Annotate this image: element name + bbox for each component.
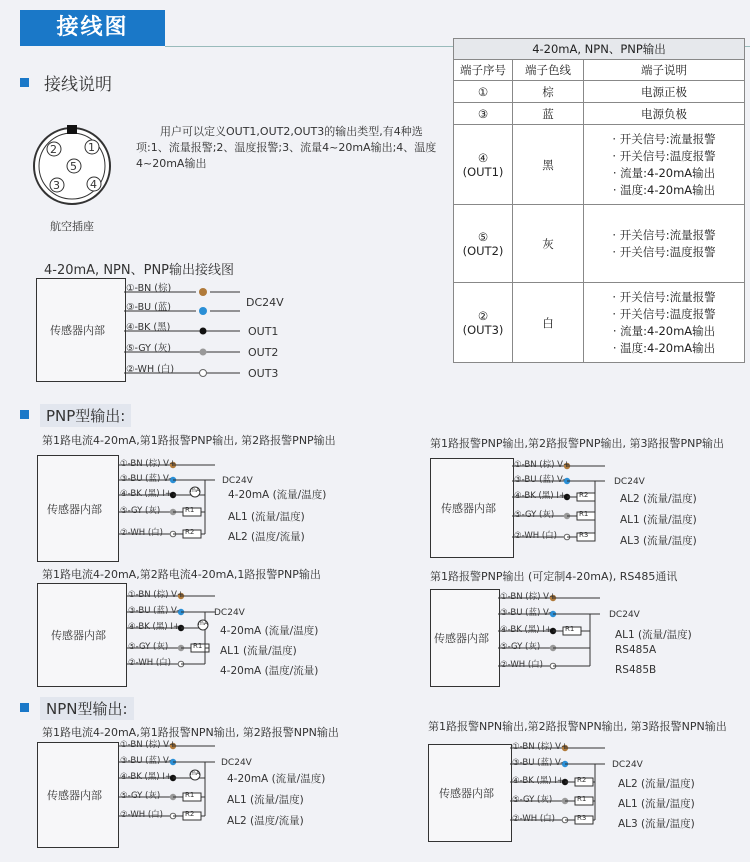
- row-desc: · 开关信号:流量报警: [612, 131, 716, 146]
- page-title: 接线图: [20, 10, 165, 46]
- intro-heading: 接线说明: [44, 75, 112, 95]
- wiring-title: 4-20mA, NPN、PNP输出接线图: [44, 263, 235, 278]
- row-desc: · 温度:4-20mA输出: [612, 340, 716, 355]
- sensor-label: 传感器内部: [47, 789, 102, 802]
- diagram-title: 第1路报警PNP输出,第2路报警PNP输出, 第3路报警PNP输出: [430, 437, 724, 450]
- row-desc: · 开关信号:温度报警: [612, 306, 716, 321]
- output-label: AL1 (流量/温度): [227, 794, 304, 806]
- supply-label: DC24V: [609, 610, 640, 620]
- output-label: 4-20mA (流量/温度): [220, 625, 319, 637]
- wire-label: ④-BK (黑) I+: [120, 772, 172, 782]
- wire-label: ①-BN (棕) V+: [120, 740, 177, 750]
- wire-label: ④-BK (黑) I+: [514, 491, 566, 501]
- row-color: 蓝: [513, 103, 584, 125]
- diagram-title: 第1路报警PNP输出 (可定制4-20mA), RS485通讯: [430, 570, 678, 583]
- row-desc: · 开关信号:温度报警: [612, 148, 716, 163]
- output-label: 4-20mA (流量/温度): [227, 773, 326, 785]
- row-desc: · 流量:4-20mA输出: [612, 323, 716, 338]
- wire-label: ⑤-GY (灰): [126, 343, 171, 354]
- supply-label: DC24V: [612, 760, 643, 770]
- sensor-label: 传感器内部: [441, 502, 496, 515]
- resistor-label: R2: [577, 776, 587, 784]
- wire-label: ①-BN (棕) V+: [120, 459, 177, 469]
- intro-description: 用户可以定义OUT1,OUT2,OUT3的输出类型,有4种选项:1、流量报警;2、温度报警;3、流量4~20mA输出;4、温度4~20mA输出: [136, 125, 437, 170]
- output-label: 4-20mA (流量/温度): [228, 489, 327, 501]
- row-desc: · 开关信号:流量报警: [612, 289, 716, 304]
- row-desc: · 温度:4-20mA输出: [612, 182, 716, 197]
- resistor-label: R2: [579, 491, 589, 499]
- row-color: 白: [513, 283, 584, 363]
- table-header: 端子色线: [513, 60, 584, 81]
- wire-label: ②-WH (白): [514, 531, 557, 541]
- resistor-label: R3: [577, 814, 587, 822]
- terminal-label: OUT3: [248, 367, 279, 380]
- wire-label: ④-BK (黑) I+: [120, 489, 172, 499]
- wire-label: ①-BN (棕): [126, 283, 172, 294]
- sensor-label: 传感器内部: [434, 632, 489, 645]
- terminal-label: OUT1: [248, 325, 279, 338]
- wire-label: ④-BK (黑) I+: [500, 625, 552, 635]
- pnp-heading: PNP型输出:: [40, 404, 131, 427]
- diagram-title: 第1路报警NPN输出,第2路报警NPN输出, 第3路报警NPN输出: [428, 720, 727, 733]
- row-desc: 电源正极: [584, 81, 745, 103]
- output-label: AL2 (流量/温度): [618, 778, 695, 790]
- wire-label: ⑤-GY (灰): [512, 795, 553, 805]
- resistor-label: R2: [185, 810, 195, 818]
- resistor-label: R1: [185, 791, 195, 799]
- resistor-label: R2: [185, 528, 195, 536]
- sensor-label: 传感器内部: [51, 629, 106, 642]
- output-label: AL3 (流量/温度): [618, 818, 695, 830]
- resistor-label: R1: [579, 510, 589, 518]
- output-label: AL3 (流量/温度): [620, 535, 697, 547]
- wire-label: ②-WH (白): [120, 810, 163, 820]
- supply-label: DC24V: [222, 476, 253, 486]
- wire-label: ①-BN (棕) V+: [128, 590, 185, 600]
- row-number: ④: [477, 150, 489, 165]
- supply-label: DC24V: [214, 608, 245, 618]
- wire-label: ③-BU (蓝) V-: [514, 475, 566, 485]
- row-output: (OUT3): [462, 322, 504, 337]
- wire-label: ⑤-GY (灰): [120, 791, 161, 801]
- output-label: AL1 (流量/温度): [615, 629, 692, 641]
- wire-label: ①-BN (棕) V+: [500, 592, 557, 602]
- sensor-label: 传感器内部: [439, 787, 494, 800]
- resistor-label: R1: [193, 642, 203, 650]
- wire-label: ③-BU (蓝) V-: [512, 758, 564, 768]
- wire-label: ②-WH (白): [120, 528, 163, 538]
- wire-label: ③-BU (蓝) V-: [500, 608, 552, 618]
- pin-label: 3: [53, 179, 60, 192]
- table-header: 端子序号: [454, 60, 513, 81]
- sensor-label: 传感器内部: [47, 502, 102, 516]
- wire-label: ④-BK (黑): [126, 322, 171, 333]
- meter-label: mA: [190, 770, 200, 777]
- resistor-label: R1: [565, 625, 575, 633]
- row-number: ③: [454, 103, 513, 125]
- connector-caption: 航空插座: [50, 220, 94, 233]
- wire-label: ④-BK (黑) I+: [128, 622, 180, 632]
- wire-label: ③-BU (蓝) V-: [120, 474, 172, 484]
- pin-label: 1: [88, 141, 95, 154]
- supply-label: DC24V: [221, 758, 252, 768]
- sensor-label: 传感器内部: [50, 324, 105, 337]
- wire-label: ④-BK (黑) I+: [512, 776, 564, 786]
- output-label: AL1 (流量/温度): [228, 511, 305, 523]
- row-color: 灰: [513, 205, 584, 283]
- diagram-title: 第1路电流4-20mA,第1路报警NPN输出, 第2路报警NPN输出: [42, 726, 339, 739]
- output-label: AL2 (温度/流量): [227, 815, 304, 827]
- table-title: 4-20mA, NPN、PNP输出: [454, 39, 745, 60]
- wire-label: ③-BU (蓝) V-: [120, 756, 172, 766]
- table-header: 端子说明: [584, 60, 745, 81]
- row-color: 棕: [513, 81, 584, 103]
- resistor-label: R1: [577, 795, 587, 803]
- wire-label: ⑤-GY (灰): [128, 642, 169, 652]
- pin-label: 4: [90, 178, 97, 191]
- wire-label: ③-BU (蓝): [126, 302, 172, 313]
- meter-label: mA: [190, 487, 200, 494]
- diagram-title: 第1路电流4-20mA,第1路报警PNP输出, 第2路报警PNP输出: [42, 434, 336, 447]
- wire-label: ①-BN (棕) V+: [512, 742, 569, 752]
- resistor-label: R1: [185, 506, 195, 514]
- resistor-label: R3: [579, 531, 589, 539]
- row-output: (OUT1): [462, 164, 504, 179]
- pin-label: 5: [70, 160, 77, 173]
- wire-label: ⑤-GY (灰): [514, 510, 555, 520]
- row-output: (OUT2): [462, 243, 504, 258]
- row-desc: · 流量:4-20mA输出: [612, 165, 716, 180]
- output-label: AL1 (流量/温度): [220, 645, 297, 657]
- wire-label: ①-BN (棕) V+: [514, 460, 571, 470]
- wire-label: ②-WH (白): [500, 660, 543, 670]
- row-number: ①: [454, 81, 513, 103]
- supply-label: DC24V: [614, 477, 645, 487]
- row-desc: · 开关信号:温度报警: [612, 244, 716, 259]
- wire-label: ②-WH (白): [126, 364, 175, 375]
- output-label: AL1 (流量/温度): [620, 514, 697, 526]
- meter-label: mA: [198, 620, 208, 627]
- output-label: 4-20mA (温度/流量): [220, 665, 319, 677]
- output-label: RS485B: [615, 664, 657, 676]
- wire-label: ②-WH (白): [512, 814, 555, 824]
- npn-heading: NPN型输出:: [40, 697, 134, 720]
- row-desc: 电源负极: [584, 103, 745, 125]
- output-label: AL2 (温度/流量): [228, 531, 305, 543]
- row-color: 黑: [513, 125, 584, 205]
- wire-label: ③-BU (蓝) V-: [128, 606, 180, 616]
- output-label: AL1 (流量/温度): [618, 798, 695, 810]
- output-label: AL2 (流量/温度): [620, 493, 697, 505]
- row-number: ②: [477, 308, 489, 323]
- terminal-label: DC24V: [246, 296, 284, 309]
- wire-label: ⑤-GY (灰): [120, 506, 161, 516]
- terminal-label: OUT2: [248, 346, 279, 359]
- row-number: ⑤: [477, 229, 489, 244]
- wire-label: ⑤-GY (灰): [500, 642, 541, 652]
- wire-label: ②-WH (白): [128, 658, 171, 668]
- pin-label: 2: [50, 143, 57, 156]
- output-label: RS485A: [615, 644, 657, 656]
- diagram-title: 第1路电流4-20mA,第2路电流4-20mA,1路报警PNP输出: [42, 568, 321, 581]
- row-desc: · 开关信号:流量报警: [612, 227, 716, 242]
